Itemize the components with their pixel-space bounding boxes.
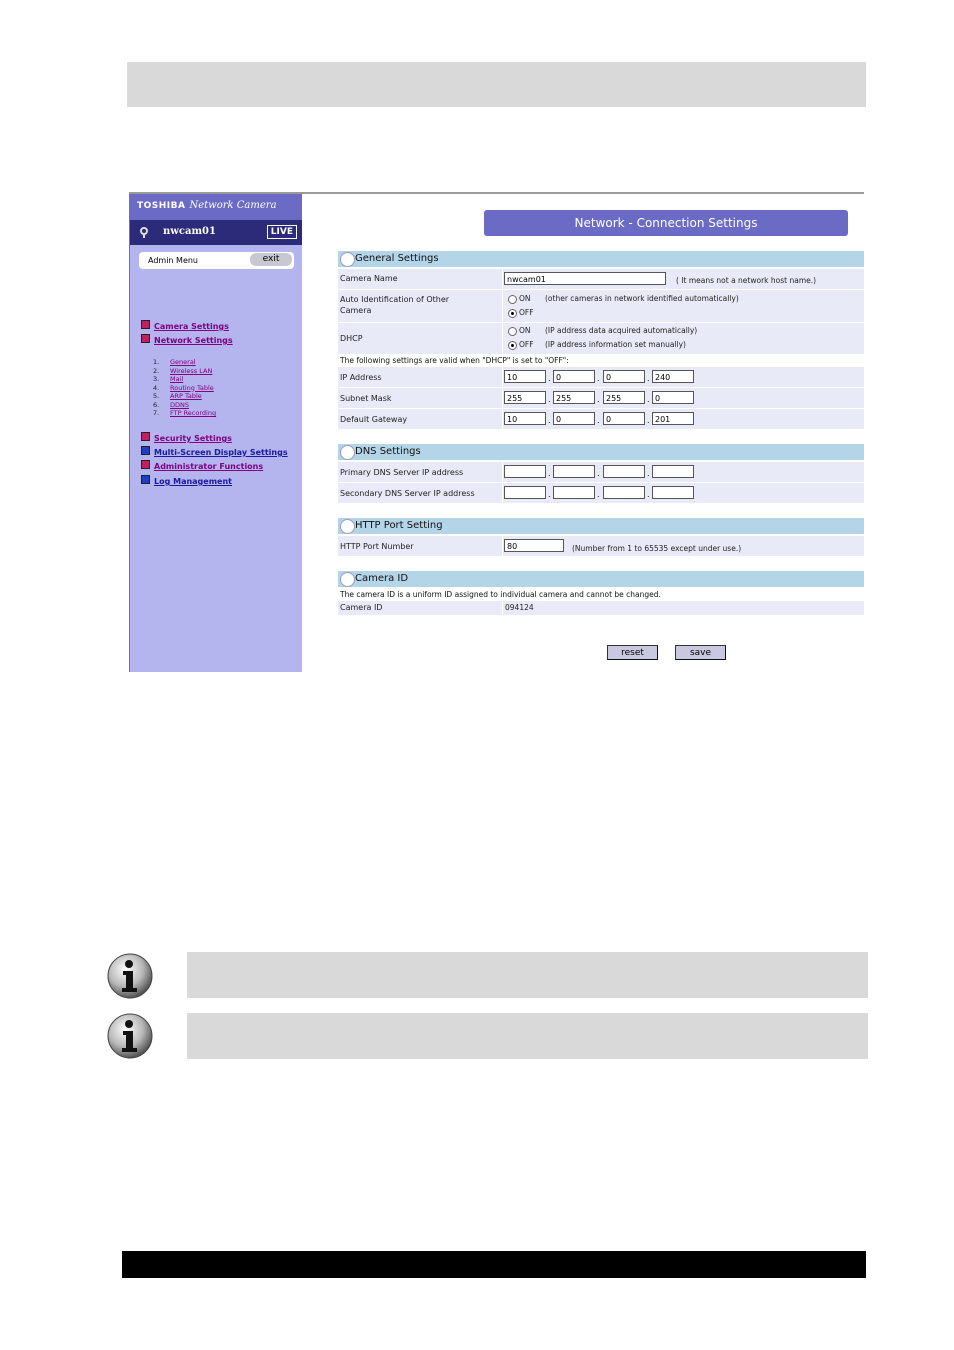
nav-administrator-functions[interactable]: Administrator Functions <box>141 460 263 471</box>
sub-item-ddns[interactable]: 6. DDNS <box>153 400 189 409</box>
http-port-input[interactable]: 80 <box>504 539 564 552</box>
dhcp-on-radio[interactable] <box>508 327 517 336</box>
section-circle-icon <box>340 572 355 587</box>
nav-network-settings[interactable]: Network Settings <box>141 334 233 345</box>
row-secondary-dns: Secondary DNS Server IP address <box>338 483 864 504</box>
ip-octet-1[interactable]: 10 <box>504 370 546 383</box>
http-port-note: (Number from 1 to 65535 except under use.) <box>572 544 742 553</box>
admin-menu-row <box>139 252 294 269</box>
gateway-octet-3[interactable]: 0 <box>603 412 645 425</box>
sub-item-general[interactable]: 1. General <box>153 358 196 366</box>
secondary-dns-octet-2[interactable] <box>553 486 595 499</box>
plus-icon <box>141 320 150 329</box>
save-button[interactable]: save <box>675 645 726 660</box>
plus-icon <box>141 334 150 343</box>
auto-id-on-radio[interactable] <box>508 295 517 304</box>
plus-icon <box>141 460 150 469</box>
ip-octet-3[interactable]: 0 <box>603 370 645 383</box>
note-bar-1 <box>187 952 868 998</box>
mask-octet-1[interactable]: 255 <box>504 391 546 404</box>
nav-camera-settings[interactable]: Camera Settings <box>141 320 229 331</box>
section-circle-icon <box>340 445 355 460</box>
sub-item-arp-table[interactable]: 5. ARP Table <box>153 392 202 400</box>
brand-logo: TOSHIBA <box>137 201 186 211</box>
top-heading-bar <box>127 62 866 107</box>
row-ip-address: IP Address <box>338 367 864 388</box>
row-dhcp: DHCP <box>338 323 864 355</box>
secondary-dns-octet-3[interactable] <box>603 486 645 499</box>
nav-security-settings[interactable]: Security Settings <box>141 432 232 443</box>
ip-octet-4[interactable]: 240 <box>652 370 694 383</box>
section-http-port: HTTP Port Setting <box>338 518 864 534</box>
primary-dns-octet-1[interactable] <box>504 465 546 478</box>
section-camera-id: Camera ID <box>338 571 864 587</box>
row-http-port: HTTP Port Number <box>338 536 864 557</box>
brand-bar <box>130 194 302 220</box>
gateway-octet-2[interactable]: 0 <box>553 412 595 425</box>
gateway-octet-4[interactable]: 201 <box>652 412 694 425</box>
row-subnet-mask: Subnet Mask <box>338 388 864 409</box>
sub-item-wireless-lan[interactable]: 2. Wireless LAN <box>153 366 213 375</box>
camera-name: nwcam01 <box>163 226 216 237</box>
mask-octet-3[interactable]: 255 <box>603 391 645 404</box>
plus-icon <box>141 475 150 484</box>
primary-dns-octet-3[interactable] <box>603 465 645 478</box>
section-general-settings: General Settings <box>338 251 864 267</box>
primary-dns-octet-4[interactable] <box>652 465 694 478</box>
camera-bar <box>130 220 302 245</box>
sidebar <box>129 194 302 672</box>
row-primary-dns: Primary DNS Server IP address <box>338 462 864 483</box>
nav-log-management[interactable]: Log Management <box>141 475 232 486</box>
secondary-dns-octet-4[interactable] <box>652 486 694 499</box>
note-bar-2 <box>187 1013 868 1059</box>
camera-icon <box>138 225 152 239</box>
camera-name-input[interactable]: nwcam01 <box>504 272 666 285</box>
secondary-dns-octet-1[interactable] <box>504 486 546 499</box>
live-button[interactable]: LIVE <box>267 225 297 239</box>
ip-octet-2[interactable]: 0 <box>553 370 595 383</box>
plus-icon <box>141 446 150 455</box>
primary-dns-octet-2[interactable] <box>553 465 595 478</box>
mask-octet-2[interactable]: 255 <box>553 391 595 404</box>
mask-octet-4[interactable]: 0 <box>652 391 694 404</box>
info-icon <box>107 953 153 999</box>
camera-name-note: ( It means not a network host name.) <box>676 276 817 285</box>
row-auto-identification: Auto Identification of Other Camera <box>338 290 864 323</box>
gateway-octet-1[interactable]: 10 <box>504 412 546 425</box>
camera-admin-screenshot <box>129 192 864 672</box>
sub-item-ftp-recording[interactable]: 7. FTP Recording <box>153 409 217 417</box>
exit-button[interactable]: exit <box>250 253 292 266</box>
sub-item-mail[interactable]: 3. Mail <box>153 375 184 383</box>
section-circle-icon <box>340 519 355 534</box>
camera-id-note: The camera ID is a uniform ID assigned to individual camera and cannot be changed. <box>340 590 661 599</box>
row-default-gateway: Default Gateway <box>338 409 864 430</box>
dhcp-off-radio[interactable] <box>508 341 517 350</box>
info-icon <box>107 1013 153 1059</box>
main-panel: Network - Connection Settings General Settings Camera Name nwcam01 ( It means not a network host name.) Auto Identification of Other Camera ON (other cameras in network identified automatically) OFF DHCP ON (IP address data acquired automatically) OFF (IP address information set manually) The following settings are valid when "DHCP" is set to "OFF": IP Address 10 . 0 . 0 . 240 Subnet Mask 255 . 255 . 255 . 0 Default Gateway 10 . 0 . 0 . 201 DNS Settings Primary DNS Server IP address . . . Secondary DNS Server IP address . . . HTTP Port Setting HTTP Port Number 80 (Number from 1 to 65535 except under use.) Camera ID The camera ID is a uniform ID assigned to individual camera and cannot be changed. Camera ID 094124 reset save <box>302 194 864 672</box>
row-camera-id: Camera ID 094124 <box>338 601 864 616</box>
section-circle-icon <box>340 252 355 267</box>
sub-item-routing-table[interactable]: 4. Routing Table <box>153 383 214 392</box>
brand-product: Network Camera <box>189 200 277 211</box>
dhcp-note: The following settings are valid when "DHCP" is set to "OFF": <box>340 356 569 365</box>
network-sub-menu <box>153 358 216 418</box>
reset-button[interactable]: reset <box>607 645 658 660</box>
admin-menu-label: Admin Menu <box>148 256 199 265</box>
auto-id-off-radio[interactable] <box>508 309 517 318</box>
camera-id-value: 094124 <box>505 603 534 612</box>
section-dns-settings: DNS Settings <box>338 444 864 460</box>
nav-multi-screen-display[interactable]: Multi-Screen Display Settings <box>141 446 288 457</box>
page-title: Network - Connection Settings <box>484 210 848 236</box>
row-camera-name: Camera Name <box>338 269 864 290</box>
plus-icon <box>141 432 150 441</box>
footer-bar <box>122 1251 866 1278</box>
